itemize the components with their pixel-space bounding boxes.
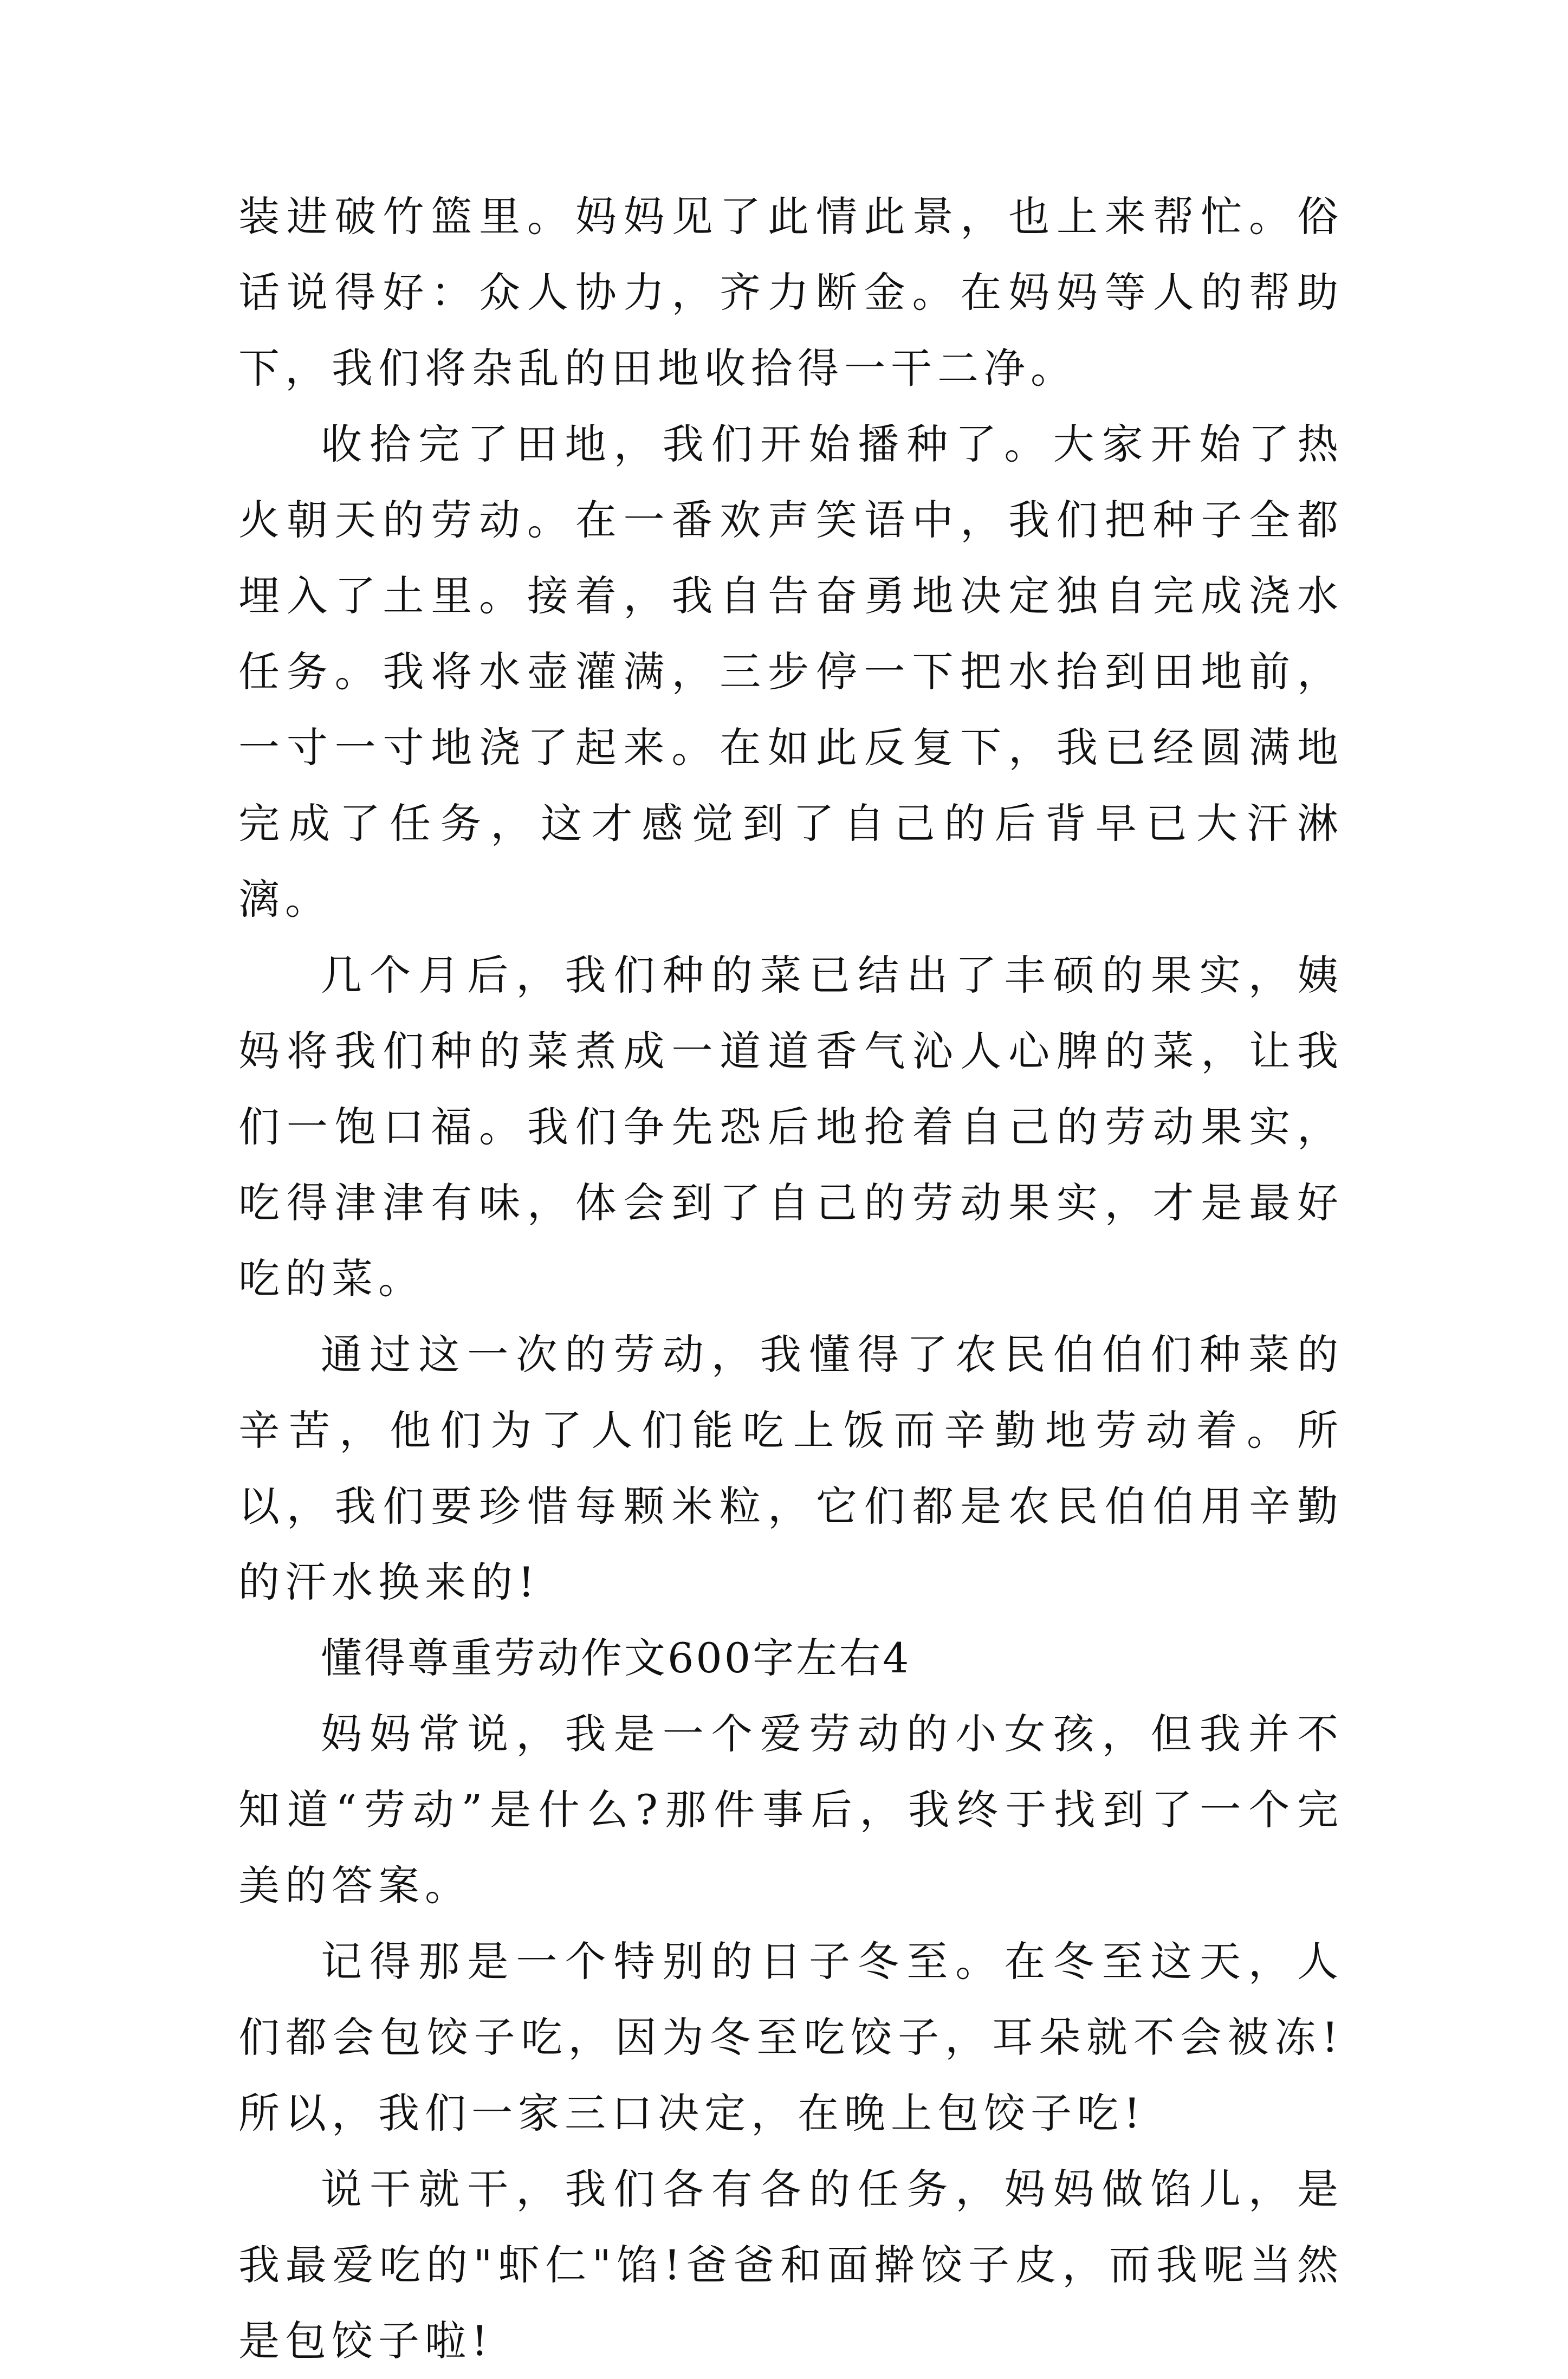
paragraph-harvest: 几个月后，我们种的菜已结出了丰硕的果实，姨妈将我们种的菜煮成一道道香气沁人心脾的菜，让我们一饱口福。我们争先恐后地抢着自己的劳动果实，吃得津津有味，体会到了自己的劳动果实，才是最好吃的菜。 [238,951,1344,1303]
paragraph-tasks: 说干就干，我们各有各的任务，妈妈做馅儿，是我最爱吃的"虾仁"馅!爸爸和面擀饺子皮，而我呢当然是包饺子啦! [238,2165,1344,2365]
document-body [238,179,1344,2379]
paragraph-intro: 妈妈常说，我是一个爱劳动的小女孩，但我并不知道“劳动”是什么?那件事后，我终于找到了一个完美的答案。 [238,1710,1344,1910]
essay-heading: 懂得尊重劳动作文600字左右4 [321,1634,911,1682]
paragraph-sowing: 收拾完了田地，我们开始播种了。大家开始了热火朝天的劳动。在一番欢声笑语中，我们把种子全都埋入了土里。接着，我自告奋勇地决定独自完成浇水任务。我将水壶灌满，三步停一下把水抬到田地前，一寸一寸地浇了起来。在如此反复下，我已经圆满地完成了任务，这才感觉到了自己的后背早已大汗淋漓。 [238,420,1344,923]
paragraph-winter-solstice: 记得那是一个特别的日子冬至。在冬至这天，人们都会包饺子吃，因为冬至吃饺子，耳朵就不会被冻!所以，我们一家三口决定，在晚上包饺子吃! [238,1937,1344,2137]
paragraph-conclusion: 通过这一次的劳动，我懂得了农民伯伯们种菜的辛苦，他们为了人们能吃上饭而辛勤地劳动着。所以，我们要珍惜每颗米粒，它们都是农民伯伯用辛勤的汗水换来的! [238,1330,1344,1606]
paragraph-continuation: 装进破竹篮里。妈妈见了此情此景，也上来帮忙。俗话说得好：众人协力，齐力断金。在妈妈等人的帮助下，我们将杂乱的田地收拾得一干二净。 [238,192,1344,392]
